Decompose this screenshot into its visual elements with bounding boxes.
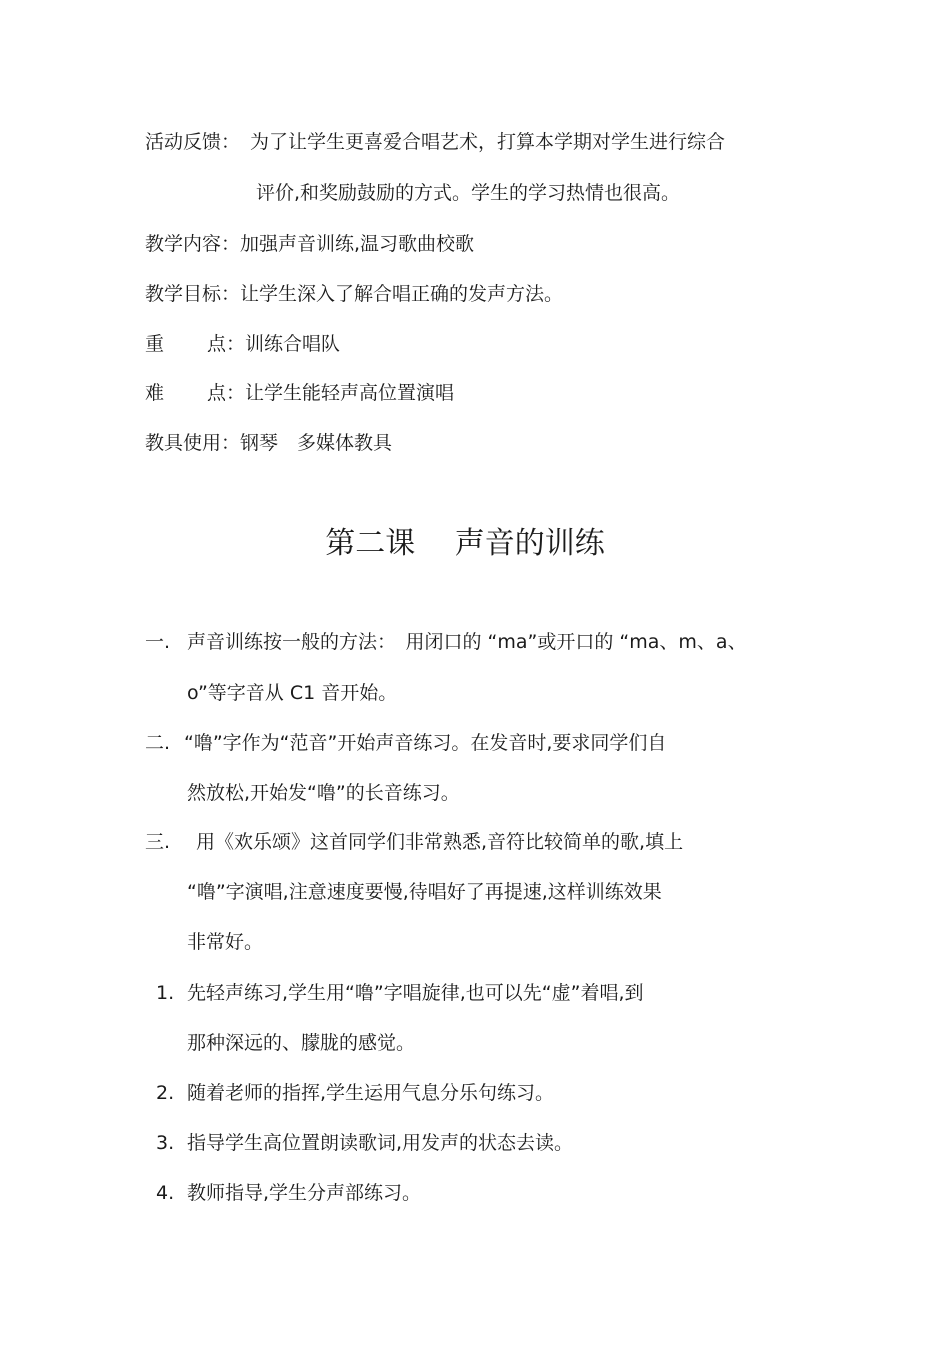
section-line: 然放松,开始发“噜”的长音练习。 bbox=[187, 782, 460, 804]
diff-label-a: 难 bbox=[145, 382, 165, 404]
feedback-line-1 bbox=[145, 130, 725, 154]
section-marker: 二. bbox=[145, 732, 171, 754]
key-label-b: 点： bbox=[207, 333, 246, 355]
step-line: 教师指导,学生分声部练习。 bbox=[187, 1182, 422, 1204]
section-line: o”等字音从 C1 音开始。 bbox=[187, 682, 398, 704]
step-marker: 2. bbox=[156, 1082, 175, 1104]
diff-value: 让学生能轻声高位置演唱 bbox=[245, 382, 455, 404]
section-line: “噜”字作为“范音”开始声音练习。在发音时,要求同学们自 bbox=[184, 732, 667, 754]
key-label-a: 重 bbox=[145, 333, 165, 355]
section-line: “噜”字演唱,注意速度要慢,待唱好了再提速,这样训练效果 bbox=[187, 881, 662, 903]
feedback-text-2: 评价,和奖励鼓励的方式。学生的学习热情也很高。 bbox=[256, 182, 681, 204]
step-line: 先轻声练习,学生用“噜”字唱旋律,也可以先“虚”着唱,到 bbox=[187, 982, 644, 1004]
step-marker: 4. bbox=[156, 1182, 175, 1204]
teaching-tools: 教具使用：钢琴 多媒体教具 bbox=[145, 432, 393, 454]
teaching-goal: 教学目标：让学生深入了解合唱正确的发声方法。 bbox=[145, 283, 564, 305]
difficulty-point bbox=[145, 381, 454, 405]
key-value: 训练合唱队 bbox=[245, 333, 341, 355]
section-marker: 三. bbox=[145, 831, 171, 853]
section-line: 声音训练按一般的方法： 用闭口的 “ma”或开口的 “ma、m、a、 bbox=[187, 631, 747, 653]
section-line: 非常好。 bbox=[187, 931, 264, 953]
diff-label-b: 点： bbox=[207, 382, 246, 404]
teaching-content: 教学内容：加强声音训练,温习歌曲校歌 bbox=[145, 233, 475, 255]
section-marker: 一. bbox=[145, 631, 171, 653]
step-marker: 3. bbox=[156, 1132, 175, 1154]
step-marker: 1. bbox=[156, 982, 175, 1004]
step-line: 随着老师的指挥,学生运用气息分乐句练习。 bbox=[187, 1082, 555, 1104]
feedback-label: 活动反馈： bbox=[145, 131, 241, 153]
key-point bbox=[145, 332, 340, 356]
step-line: 指导学生高位置朗读歌词,用发声的状态去读。 bbox=[187, 1132, 574, 1154]
step-line: 那种深远的、朦胧的感觉。 bbox=[187, 1032, 416, 1054]
section-line: 用《欢乐颂》这首同学们非常熟悉,音符比较简单的歌,填上 bbox=[196, 831, 684, 853]
lesson-title: 第二课 声音的训练 bbox=[325, 526, 605, 561]
feedback-text-1: 为了让学生更喜爱合唱艺术，打算本学期对学生进行综合 bbox=[250, 131, 726, 153]
